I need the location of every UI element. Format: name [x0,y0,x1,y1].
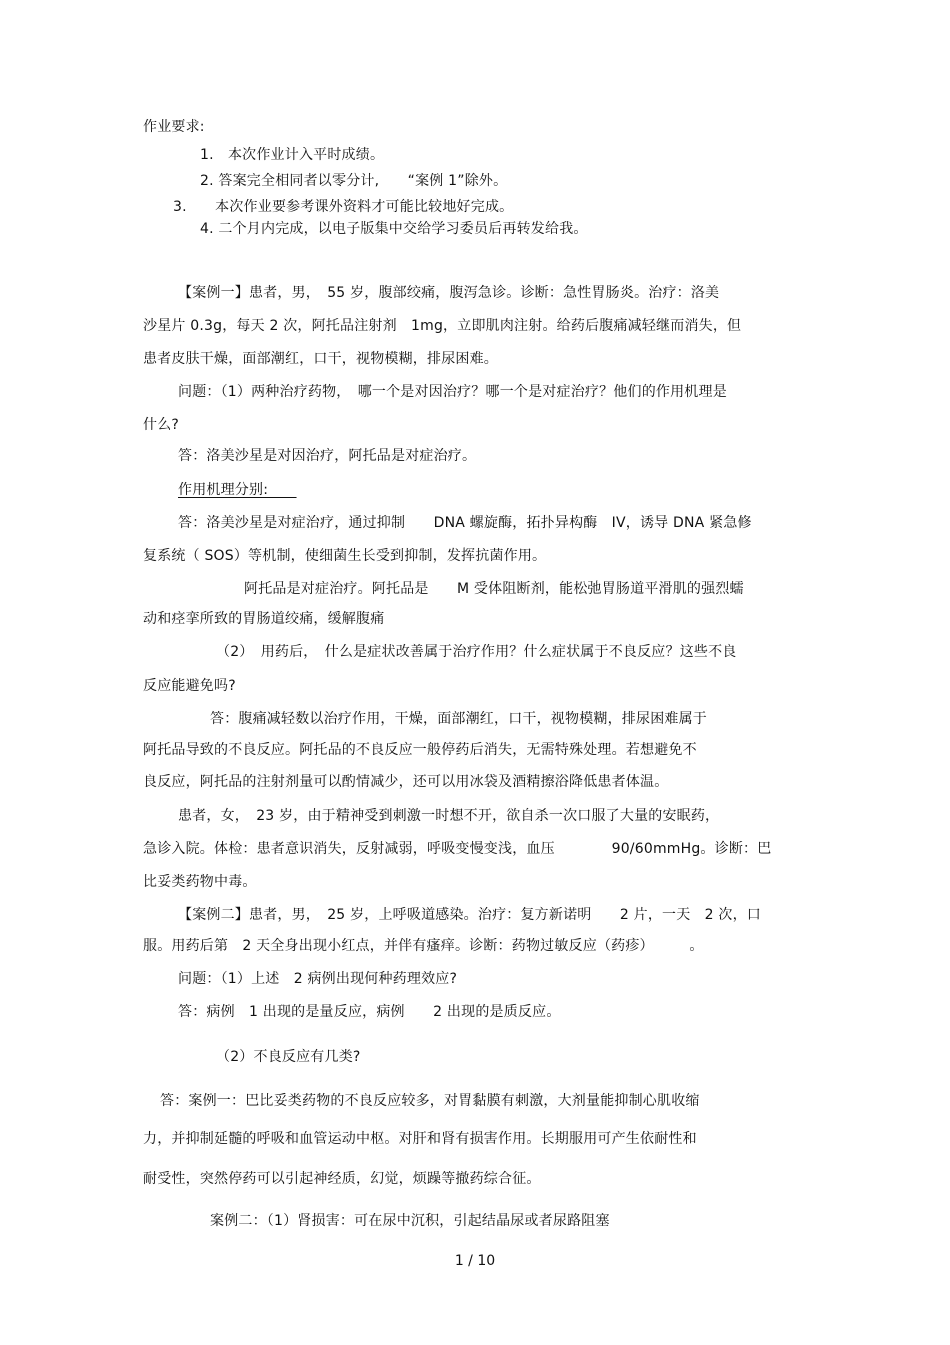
case1-answer-1: 答：洛美沙星是对因治疗，阿托品是对症治疗。 [178,448,477,464]
mechanism-answer-line: 阿托品是对症治疗。阿托品是 M 受体阻断剂，能松弛胃肠道平滑肌的强烈蠕 [244,581,744,597]
case1-answer-2-line: 阿托品导致的不良反应。阿托品的不良反应一般停药后消失，无需特殊处理。若想避免不 [143,742,697,758]
case1-paragraph-line: 【案例一】患者，男， 55 岁，腹部绞痛，腹泻急诊。诊断：急性胃肠炎。治疗：洛美 [178,285,720,301]
case2-paragraph-line: 【案例二】患者，男， 25 岁，上呼吸道感染。治疗：复方新诺明 2 片，一天 2 次，口 [178,907,761,923]
case2-paragraph-line: 服。用药后第 2 天全身出现小红点，并伴有瘙痒。诊断：药物过敏反应（药疹） 。 [143,938,704,954]
case1-question-2: （2） 用药后， 什么是症状改善属于治疗作用？什么症状属于不良反应？这些不良 [216,644,737,660]
case2-answer-2-line: 案例二：（1）肾损害：可在尿中沉积，引起结晶尿或者尿路阻塞 [210,1213,610,1229]
case1-paragraph-line: 患者皮肤干燥，面部潮红，口干，视物模糊，排尿困难。 [143,351,498,367]
case1-question-2-cont: 反应能避免吗? [143,678,236,694]
page-number: 1 / 10 [454,1253,496,1269]
case1-question-1-cont: 什么? [143,417,180,433]
case1-answer-2-line: 答：腹痛减轻数以治疗作用，干燥，面部潮红，口干，视物模糊，排尿困难属于 [210,711,707,727]
case2-answer-2-line: 答：案例一：巴比妥类药物的不良反应较多，对胃黏膜有刺激，大剂量能抑制心肌收缩 [160,1093,700,1109]
patient-paragraph-line: 患者，女， 23 岁，由于精神受到刺激一时想不开，欲自杀一次口服了大量的安眠药， [178,808,720,824]
case1-paragraph-line: 沙星片 0.3g，每天 2 次，阿托品注射剂 1mg，立即肌肉注射。给药后腹痛减轻继而消失，但 [143,318,742,334]
mechanism-answer-line: 复系统（ SOS）等机制，使细菌生长受到抑制，发挥抗菌作用。 [143,548,547,564]
case2-question-2: （2）不良反应有几类? [216,1049,361,1065]
requirement-item: 2. 答案完全相同者以零分计, “案例 1”除外。 [200,173,508,189]
case2-answer-1: 答：病例 1 出现的是量反应，病例 2 出现的是质反应。 [178,1004,561,1020]
requirement-item: 4. 二个月内完成，以电子版集中交给学习委员后再转发给我。 [200,221,588,237]
requirements-heading: 作业要求: [143,119,205,135]
case2-answer-2-line: 耐受性，突然停药可以引起神经质，幻觉，烦躁等撤药综合征。 [143,1171,541,1187]
patient-paragraph-line: 比妥类药物中毒。 [143,874,257,890]
case2-question-1: 问题：（1）上述 2 病例出现何种药理效应? [178,971,458,987]
mechanism-answer-line: 答：洛美沙星是对症治疗，通过抑制 DNA 螺旋酶，拓扑异构酶 IV，诱导 DNA 紧急修 [178,515,752,531]
mechanism-heading: 作用机理分别: [178,482,297,498]
patient-paragraph-line: 急诊入院。体检：患者意识消失，反射减弱，呼吸变慢变浅，血压 90/60mmHg。诊断：巴 [143,841,772,857]
case1-answer-2-line: 良反应，阿托品的注射剂量可以酌情减少，还可以用冰袋及酒精擦浴降低患者体温。 [143,774,669,790]
case2-answer-2-line: 力，并抑制延髓的呼吸和血管运动中枢。对肝和肾有损害作用。长期服用可产生依耐性和 [143,1131,697,1147]
mechanism-answer-line: 动和痉挛所致的胃肠道绞痛，缓解腹痛 [143,611,385,627]
requirement-item: 3. 本次作业要参考课外资料才可能比较地好完成。 [173,199,514,215]
case1-question-1: 问题：（1）两种治疗药物， 哪一个是对因治疗？哪一个是对症治疗？他们的作用机理是 [178,384,727,400]
requirement-item: 1. 本次作业计入平时成绩。 [200,147,385,163]
